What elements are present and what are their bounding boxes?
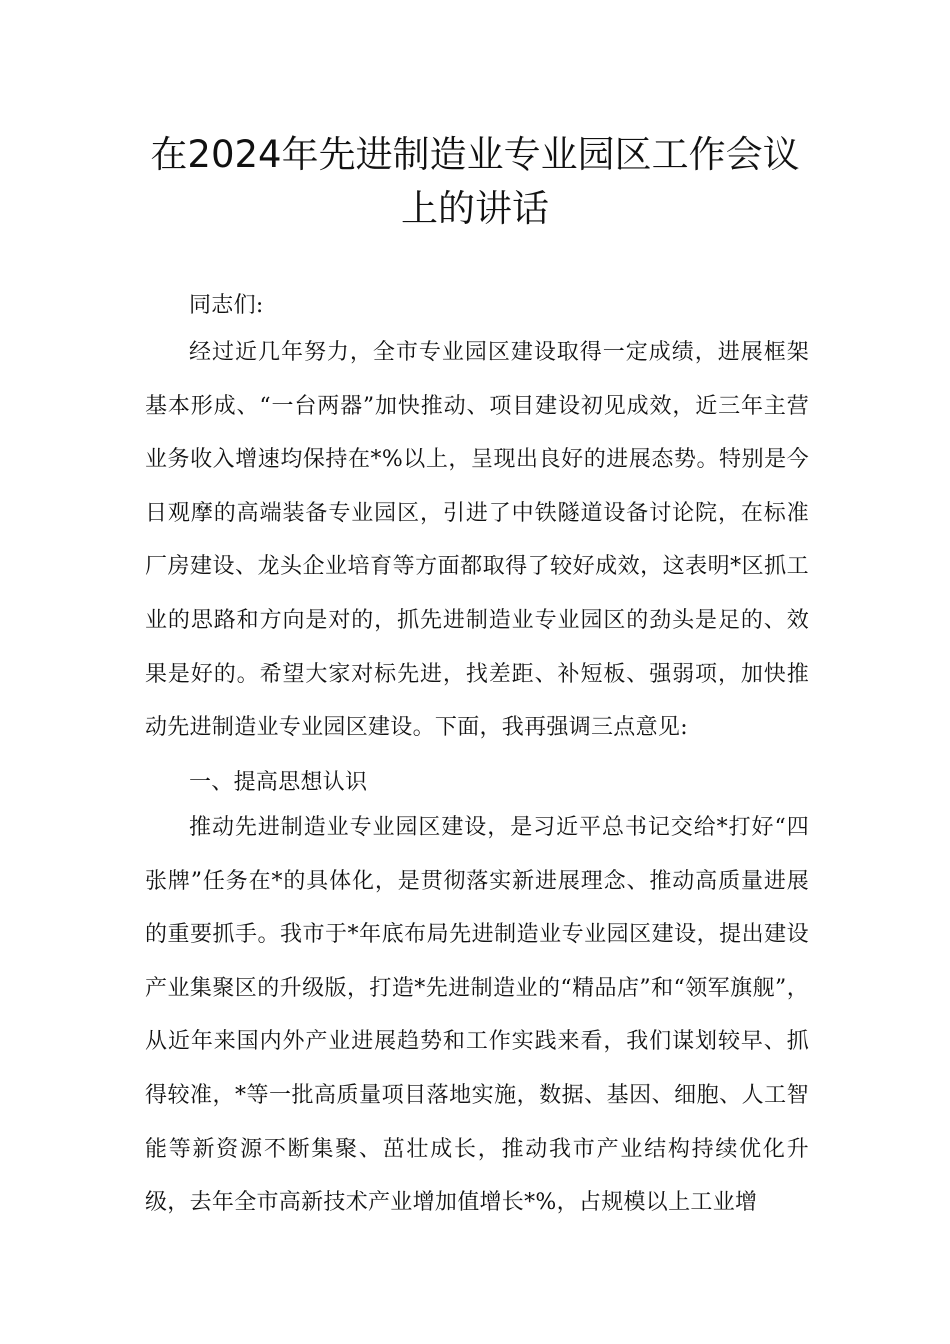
- greeting: 同志们:: [189, 293, 264, 318]
- section-1-heading: 一、提高思想认识: [189, 770, 368, 795]
- paragraph-1: 经过近几年努力，全市专业园区建设取得一定成绩，进展框架基本形成、“一台两器”加快推动、项目建设初见成效，近三年主营业务收入增速均保持在*%以上，呈现出良好的进展态势。特别是今日观摩的高端装备专业园区，引进了中铁隧道设备讨论院，在标准厂房建设、龙头企业培育等方面都取得了较好成效，这表明*区抓工业的思路和方向是对的，抓先进制造业专业园区的劲头是足的、效果是好的。希望大家对标先进，找差距、补短板、强弱项，加快推动先进制造业专业园区建设。下面，我再强调三点意见:: [145, 340, 809, 741]
- paragraph-2: 推动先进制造业专业园区建设，是习近平总书记交给*打好“四张牌”任务在*的具体化，是贯彻落实新进展理念、推动高质量进展的重要抓手。我市于*年底布局先进制造业专业园区建设，提出建设产业集聚区的升级版，打造*先进制造业的“精品店”和“领军旗舰”，从近年来国内外产业进展趋势和工作实践来看，我们谋划较早、抓得较准，*等一批高质量项目落地实施，数据、基因、细胞、人工智能等新资源不断集聚、茁壮成长，推动我市产业结构持续优化升级，去年全市高新技术产业增加值增长*%，占规模以上工业增: [145, 815, 809, 1216]
- document-title: 在2024年先进制造业专业园区工作会议上的讲话: [150, 133, 800, 230]
